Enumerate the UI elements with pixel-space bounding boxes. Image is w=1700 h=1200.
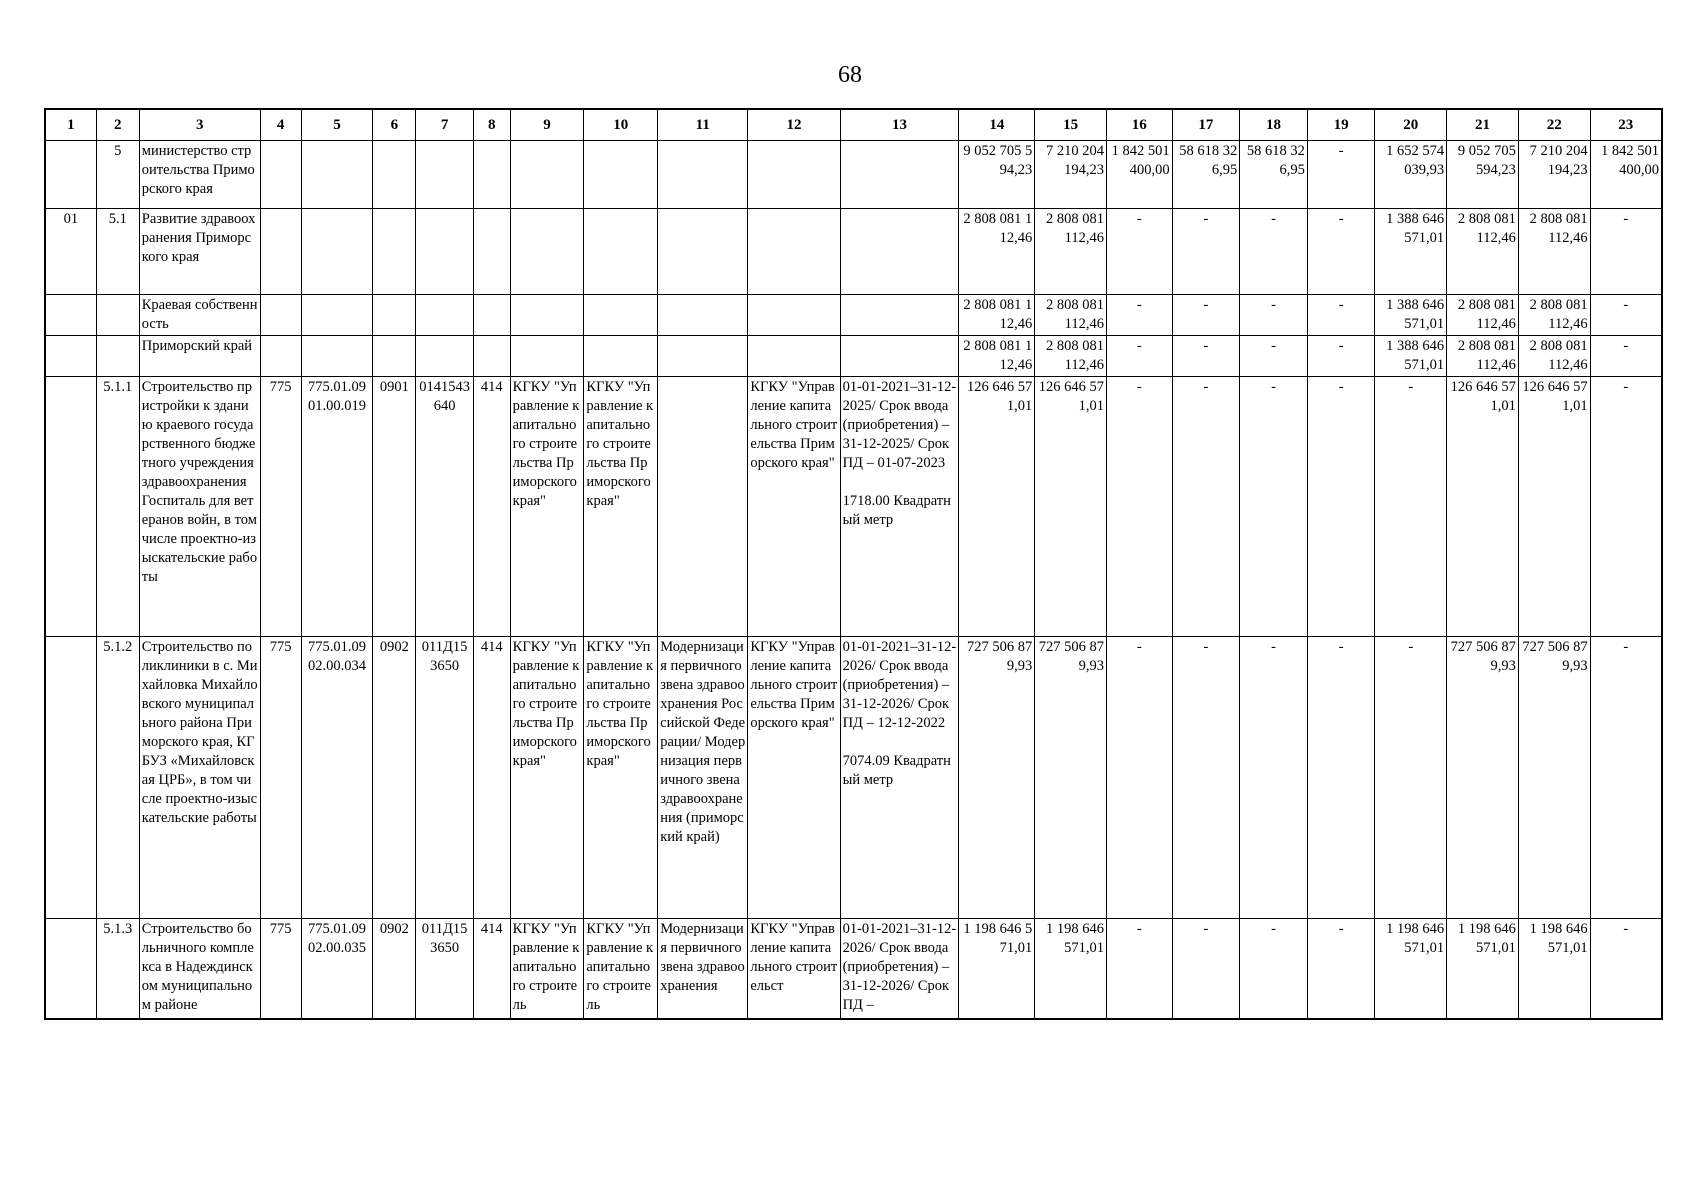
cell-col-11 xyxy=(658,295,748,336)
cell-col-14: 1 198 646 571,01 xyxy=(959,919,1035,1019)
cell-col-9: КГКУ "Управление капитального строитель xyxy=(510,919,584,1019)
cell-col-7 xyxy=(416,141,473,209)
cell-col-12: КГКУ "Управление капитального строительства Приморского края" xyxy=(748,377,840,637)
cell-col-13: 01-01-2021–31-12-2026/ Срок ввода (приобретения) – 31-12-2026/ Срок ПД – xyxy=(840,919,959,1019)
cell-col-19: - xyxy=(1307,919,1375,1019)
table-body xyxy=(45,141,1662,1019)
cell-col-19: - xyxy=(1307,377,1375,637)
cell-col-9 xyxy=(510,141,584,209)
cell-col-10 xyxy=(584,336,658,377)
cell-col-11 xyxy=(658,141,748,209)
cell-col-6 xyxy=(373,209,416,295)
cell-col-4: 775 xyxy=(260,377,301,637)
column-header-11: 11 xyxy=(658,109,748,141)
cell-col-18: - xyxy=(1240,209,1308,295)
column-header-15: 15 xyxy=(1035,109,1107,141)
table-row xyxy=(45,295,1662,336)
cell-col-1: 01 xyxy=(45,209,96,295)
cell-col-5: 775.01.09 02.00.034 xyxy=(301,637,373,919)
cell-col-9 xyxy=(510,209,584,295)
cell-col-22: 727 506 879,93 xyxy=(1518,637,1590,919)
cell-col-10: КГКУ "Управление капитального строительства Приморского края" xyxy=(584,637,658,919)
cell-col-10 xyxy=(584,295,658,336)
cell-col-23: - xyxy=(1590,336,1662,377)
cell-col-16: - xyxy=(1106,377,1172,637)
table-row xyxy=(45,141,1662,209)
cell-col-8 xyxy=(473,209,510,295)
cell-col-4 xyxy=(260,336,301,377)
cell-col-1 xyxy=(45,637,96,919)
cell-col-22: 7 210 204 194,23 xyxy=(1518,141,1590,209)
cell-col-21: 2 808 081 112,46 xyxy=(1447,209,1519,295)
cell-col-12 xyxy=(748,141,840,209)
cell-col-6: 0901 xyxy=(373,377,416,637)
cell-col-23: - xyxy=(1590,637,1662,919)
column-header-9: 9 xyxy=(510,109,584,141)
cell-col-21: 727 506 879,93 xyxy=(1447,637,1519,919)
cell-col-5: 775.01.09 02.00.035 xyxy=(301,919,373,1019)
cell-col-12 xyxy=(748,209,840,295)
cell-col-11 xyxy=(658,209,748,295)
cell-col-7: 0141543640 xyxy=(416,377,473,637)
cell-col-22: 126 646 571,01 xyxy=(1518,377,1590,637)
cell-col-23: - xyxy=(1590,209,1662,295)
cell-col-10: КГКУ "Управление капитального строительства Приморского края" xyxy=(584,377,658,637)
table-row xyxy=(45,377,1662,637)
cell-col-19: - xyxy=(1307,637,1375,919)
cell-col-3: Развитие здравоохранения Приморского края xyxy=(139,209,260,295)
column-header-21: 21 xyxy=(1447,109,1519,141)
cell-col-14: 2 808 081 112,46 xyxy=(959,209,1035,295)
column-header-6: 6 xyxy=(373,109,416,141)
cell-col-20: - xyxy=(1375,377,1447,637)
cell-col-15: 126 646 571,01 xyxy=(1035,377,1107,637)
cell-col-8: 414 xyxy=(473,919,510,1019)
cell-col-14: 9 052 705 594,23 xyxy=(959,141,1035,209)
cell-col-21: 2 808 081 112,46 xyxy=(1447,336,1519,377)
cell-col-15: 1 198 646 571,01 xyxy=(1035,919,1107,1019)
cell-col-6 xyxy=(373,336,416,377)
cell-col-13: 01-01-2021–31-12-2026/ Срок ввода (приобретения) – 31-12-2026/ Срок ПД – 12-12-2022 7074.09 Квадратный метр xyxy=(840,637,959,919)
cell-col-20: - xyxy=(1375,637,1447,919)
column-header-12: 12 xyxy=(748,109,840,141)
cell-col-11: Модернизация первичного звена здравоохранения Российской Федерации/ Модернизация первичного звена здравоохранения (приморский край) xyxy=(658,637,748,919)
cell-col-15: 2 808 081 112,46 xyxy=(1035,209,1107,295)
cell-col-18: - xyxy=(1240,336,1308,377)
cell-col-21: 1 198 646 571,01 xyxy=(1447,919,1519,1019)
cell-col-18: - xyxy=(1240,637,1308,919)
cell-col-17: - xyxy=(1172,209,1240,295)
cell-col-2: 5.1.3 xyxy=(96,919,139,1019)
cell-col-9: КГКУ "Управление капитального строительства Приморского края" xyxy=(510,637,584,919)
cell-col-5 xyxy=(301,295,373,336)
cell-col-1 xyxy=(45,336,96,377)
column-header-2: 2 xyxy=(96,109,139,141)
cell-col-11 xyxy=(658,377,748,637)
cell-col-7: 011Д153650 xyxy=(416,637,473,919)
cell-col-6 xyxy=(373,141,416,209)
cell-col-4: 775 xyxy=(260,637,301,919)
cell-col-13 xyxy=(840,295,959,336)
cell-col-21: 9 052 705 594,23 xyxy=(1447,141,1519,209)
cell-col-10 xyxy=(584,141,658,209)
cell-col-17: - xyxy=(1172,336,1240,377)
cell-col-9: КГКУ "Управление капитального строительства Приморского края" xyxy=(510,377,584,637)
column-header-17: 17 xyxy=(1172,109,1240,141)
cell-col-19: - xyxy=(1307,141,1375,209)
cell-col-15: 2 808 081 112,46 xyxy=(1035,295,1107,336)
cell-col-2: 5.1.1 xyxy=(96,377,139,637)
cell-col-11 xyxy=(658,336,748,377)
cell-col-20: 1 198 646 571,01 xyxy=(1375,919,1447,1019)
cell-col-17: - xyxy=(1172,377,1240,637)
cell-col-12 xyxy=(748,295,840,336)
cell-col-15: 2 808 081 112,46 xyxy=(1035,336,1107,377)
cell-col-2 xyxy=(96,295,139,336)
cell-col-5 xyxy=(301,141,373,209)
cell-col-11: Модернизация первичного звена здравоохранения xyxy=(658,919,748,1019)
column-header-19: 19 xyxy=(1307,109,1375,141)
cell-col-16: - xyxy=(1106,209,1172,295)
cell-col-12: КГКУ "Управление капитального строительст xyxy=(748,919,840,1019)
cell-col-1 xyxy=(45,377,96,637)
cell-col-18: 58 618 326,95 xyxy=(1240,141,1308,209)
cell-col-23: 1 842 501 400,00 xyxy=(1590,141,1662,209)
cell-col-21: 126 646 571,01 xyxy=(1447,377,1519,637)
cell-col-15: 727 506 879,93 xyxy=(1035,637,1107,919)
cell-col-4 xyxy=(260,295,301,336)
cell-col-13 xyxy=(840,336,959,377)
cell-col-4: 775 xyxy=(260,919,301,1019)
column-header-14: 14 xyxy=(959,109,1035,141)
cell-col-14: 126 646 571,01 xyxy=(959,377,1035,637)
cell-col-20: 1 652 574 039,93 xyxy=(1375,141,1447,209)
table-row xyxy=(45,209,1662,295)
cell-col-5 xyxy=(301,209,373,295)
column-header-20: 20 xyxy=(1375,109,1447,141)
column-header-7: 7 xyxy=(416,109,473,141)
cell-col-8 xyxy=(473,336,510,377)
cell-col-21: 2 808 081 112,46 xyxy=(1447,295,1519,336)
cell-col-7 xyxy=(416,295,473,336)
cell-col-1 xyxy=(45,141,96,209)
page-number: 68 xyxy=(838,62,862,88)
cell-col-19: - xyxy=(1307,209,1375,295)
column-header-16: 16 xyxy=(1106,109,1172,141)
table-row xyxy=(45,336,1662,377)
cell-col-10: КГКУ "Управление капитального строитель xyxy=(584,919,658,1019)
cell-col-22: 2 808 081 112,46 xyxy=(1518,336,1590,377)
cell-col-16: - xyxy=(1106,919,1172,1019)
cell-col-5 xyxy=(301,336,373,377)
cell-col-13: 01-01-2021–31-12-2025/ Срок ввода (приобретения) – 31-12-2025/ Срок ПД – 01-07-2023 1718.00 Квадратный метр xyxy=(840,377,959,637)
cell-col-12 xyxy=(748,336,840,377)
cell-col-22: 2 808 081 112,46 xyxy=(1518,295,1590,336)
cell-col-1 xyxy=(45,919,96,1019)
cell-col-16: - xyxy=(1106,295,1172,336)
cell-col-16: 1 842 501 400,00 xyxy=(1106,141,1172,209)
cell-col-14: 727 506 879,93 xyxy=(959,637,1035,919)
cell-col-17: 58 618 326,95 xyxy=(1172,141,1240,209)
cell-col-20: 1 388 646 571,01 xyxy=(1375,209,1447,295)
cell-col-20: 1 388 646 571,01 xyxy=(1375,336,1447,377)
cell-col-14: 2 808 081 112,46 xyxy=(959,336,1035,377)
cell-col-3: Краевая собственность xyxy=(139,295,260,336)
cell-col-3: министерство строительства Приморского края xyxy=(139,141,260,209)
cell-col-7 xyxy=(416,209,473,295)
cell-col-19: - xyxy=(1307,336,1375,377)
cell-col-8: 414 xyxy=(473,377,510,637)
cell-col-8 xyxy=(473,141,510,209)
column-header-5: 5 xyxy=(301,109,373,141)
cell-col-2 xyxy=(96,336,139,377)
column-header-3: 3 xyxy=(139,109,260,141)
cell-col-3: Приморский край xyxy=(139,336,260,377)
cell-col-6 xyxy=(373,295,416,336)
cell-col-4 xyxy=(260,141,301,209)
cell-col-17: - xyxy=(1172,637,1240,919)
cell-col-15: 7 210 204 194,23 xyxy=(1035,141,1107,209)
cell-col-9 xyxy=(510,295,584,336)
cell-col-4 xyxy=(260,209,301,295)
cell-col-9 xyxy=(510,336,584,377)
cell-col-7 xyxy=(416,336,473,377)
column-header-23: 23 xyxy=(1590,109,1662,141)
cell-col-3: Строительство пристройки к зданию краевого государственного бюджетного учреждения здравоохранения Госпиталь для ветеранов войн, в том числе проектно-изыскательские работы xyxy=(139,377,260,637)
cell-col-18: - xyxy=(1240,295,1308,336)
cell-col-23: - xyxy=(1590,919,1662,1019)
cell-col-2: 5.1.2 xyxy=(96,637,139,919)
cell-col-22: 2 808 081 112,46 xyxy=(1518,209,1590,295)
cell-col-16: - xyxy=(1106,336,1172,377)
cell-col-23: - xyxy=(1590,295,1662,336)
cell-col-10 xyxy=(584,209,658,295)
cell-col-6: 0902 xyxy=(373,919,416,1019)
cell-col-3: Строительство поликлиники в с. Михайловка Михайловского муниципального района Приморского края, КГБУЗ «Михайловская ЦРБ», в том числе проектно-изыскательские работы xyxy=(139,637,260,919)
table-header xyxy=(45,109,1662,141)
cell-col-12: КГКУ "Управление капитального строительства Приморского края" xyxy=(748,637,840,919)
cell-col-17: - xyxy=(1172,919,1240,1019)
cell-col-18: - xyxy=(1240,377,1308,637)
cell-col-20: 1 388 646 571,01 xyxy=(1375,295,1447,336)
cell-col-17: - xyxy=(1172,295,1240,336)
cell-col-8 xyxy=(473,295,510,336)
cell-col-5: 775.01.09 01.00.019 xyxy=(301,377,373,637)
column-header-18: 18 xyxy=(1240,109,1308,141)
cell-col-13 xyxy=(840,209,959,295)
cell-col-14: 2 808 081 112,46 xyxy=(959,295,1035,336)
cell-col-13 xyxy=(840,141,959,209)
header-row xyxy=(45,109,1662,141)
cell-col-7: 011Д153650 xyxy=(416,919,473,1019)
cell-col-2: 5.1 xyxy=(96,209,139,295)
cell-col-23: - xyxy=(1590,377,1662,637)
cell-col-3: Строительство больничного комплекса в Надеждинском муниципальном районе xyxy=(139,919,260,1019)
cell-col-6: 0902 xyxy=(373,637,416,919)
cell-col-22: 1 198 646 571,01 xyxy=(1518,919,1590,1019)
cell-col-18: - xyxy=(1240,919,1308,1019)
column-header-10: 10 xyxy=(584,109,658,141)
cell-col-2: 5 xyxy=(96,141,139,209)
column-header-8: 8 xyxy=(473,109,510,141)
cell-col-1 xyxy=(45,295,96,336)
cell-col-8: 414 xyxy=(473,637,510,919)
table-row xyxy=(45,637,1662,919)
column-header-4: 4 xyxy=(260,109,301,141)
column-header-22: 22 xyxy=(1518,109,1590,141)
budget-table xyxy=(44,108,1663,1020)
cell-col-19: - xyxy=(1307,295,1375,336)
column-header-1: 1 xyxy=(45,109,96,141)
table-row xyxy=(45,919,1662,1019)
cell-col-16: - xyxy=(1106,637,1172,919)
column-header-13: 13 xyxy=(840,109,959,141)
